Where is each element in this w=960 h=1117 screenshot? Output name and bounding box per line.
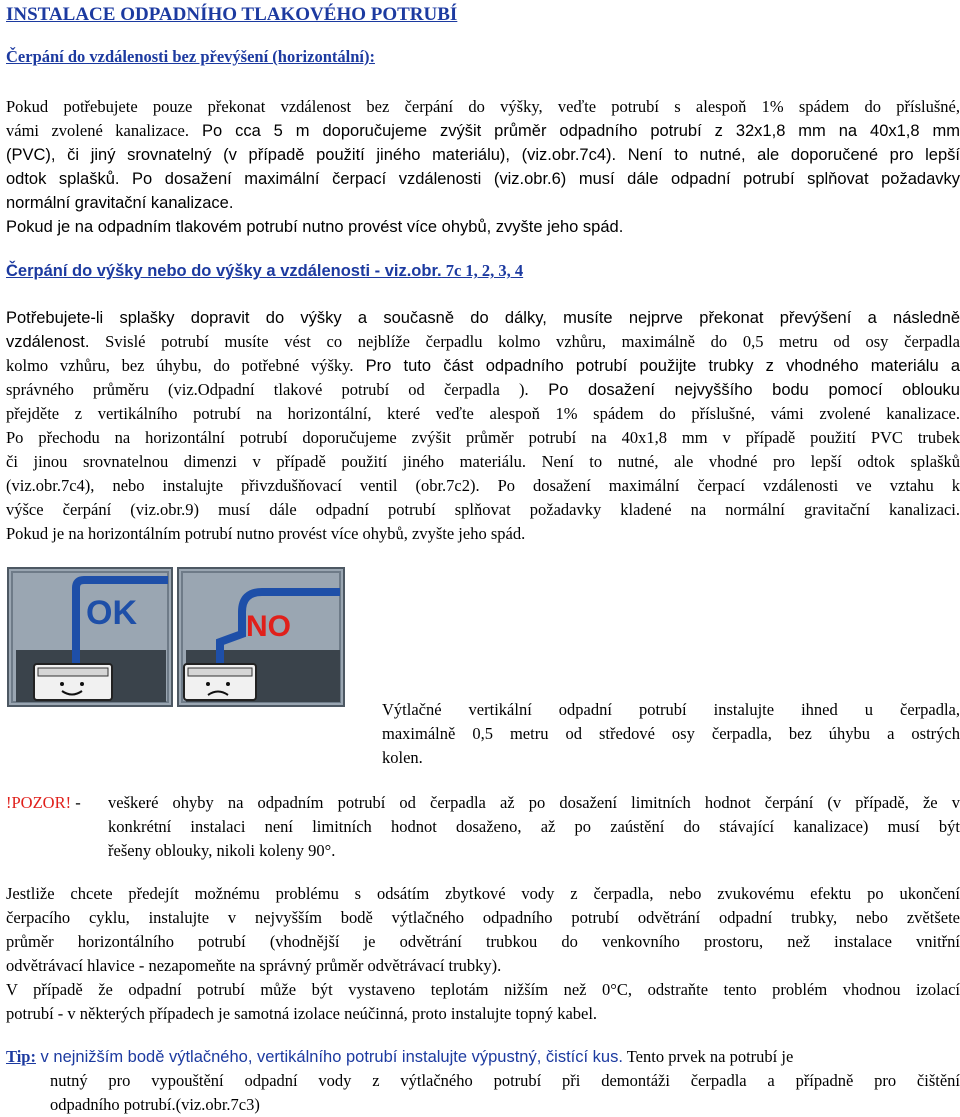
- text-span: (PVC), či jiný srovnatelný (v případě použití jiného materiálu), (viz.obr.7c4).: [6, 146, 617, 164]
- text-span: Odpadní tlakové potrubí od čerpadla: [197, 380, 500, 399]
- tip-line: odpadního potrubí.(viz.obr.7c3): [50, 1095, 260, 1114]
- text-span: kolmo vzhůru, bez úhybu, do potřebné výšky.: [6, 356, 354, 375]
- ok-pump-eye: [80, 682, 84, 686]
- text-span: Není to nutné, ale doporučené pro lepší: [616, 146, 960, 164]
- text-line: odtok splašků. Po dosažení maximální čerpací vzdálenosti (viz.obr.6) musí dále odpadní potrubí splňovat požadavky: [6, 170, 960, 188]
- text-line: normální gravitační kanalizace.: [6, 194, 234, 212]
- tip-label: Tip:: [6, 1047, 36, 1066]
- caption-line: maximálně 0,5 metru od středové osy čerpadla, bez úhybu a ostrých: [382, 724, 960, 743]
- figure-caption: [382, 698, 960, 770]
- warning-line: veškeré ohyby na odpadním potrubí od čerpadla až po dosažení limitních hodnot čerpání (v případě, že v: [108, 793, 960, 812]
- pump-figure: [6, 566, 346, 708]
- text-span: Po dosažení nejvyššího bodu pomocí oblouku: [528, 381, 960, 399]
- page-title: INSTALACE ODPADNÍHO TLAKOVÉHO POTRUBÍ: [6, 4, 458, 25]
- text-line: čerpacího cyklu, instalujte v nejvyšším bodě výtlačného odpadního potrubí odvětrání odpadní trubky, nebo zvětšete: [6, 908, 960, 927]
- text-span: ).: [499, 380, 529, 399]
- warning-dash: -: [71, 793, 81, 812]
- text-span: správného průměru (viz.: [6, 380, 198, 399]
- tip-blue-text: v nejnižším bodě výtlačného, vertikálního potrubí instalujte výpustný, čistící kus.: [35, 1048, 623, 1066]
- text-line: potrubí - v některých případech je samotná izolace neúčinná, proto instalujte topný kabel.: [6, 1004, 598, 1023]
- no-pump-eye: [206, 682, 210, 686]
- pump-illustration: [6, 566, 346, 708]
- text-span: Pro tuto část odpadního potrubí použijte trubky z vhodného materiálu a: [353, 357, 960, 375]
- text-line: V případě že odpadní potrubí může být vystaveno teplotám nižším než 0°C, odstraňte tento problém vhodnou izolací: [6, 980, 960, 999]
- tip-line: [6, 1045, 960, 1069]
- text-span: Svislé potrubí musíte vést co nejblíže čerpadlu kolmo vzhůru, maximálně do 0,5 metru od osy čerpadla: [89, 332, 960, 351]
- text-span: vámi zvolené kanalizace.: [6, 121, 189, 140]
- text-line: Potřebujete-li splašky dopravit do výšky a současně do dálky, musíte nejprve překonat převýšení a následně: [6, 309, 960, 327]
- text-line: [6, 143, 960, 167]
- tip-continuation: [50, 1069, 960, 1117]
- text-line: přejděte z vertikálního potrubí na horizontální, které veďte alespoň 1% spádem do příslušné, vámi zvolené kanalizace.: [6, 404, 960, 423]
- text-line: Pokud potřebujete pouze překonat vzdálenost bez čerpání do výšky, veďte potrubí s alespoň 1% spádem do příslušné,: [6, 97, 960, 116]
- heading-part: 7c 1, 2, 3, 4: [441, 261, 524, 280]
- text-line: Pokud je na odpadním tlakovém potrubí nutno provést více ohybů, zvyšte jeho spád.: [6, 218, 624, 236]
- text-line: výšce čerpání (viz.obr.9) musí dále odpadní potrubí splňovat požadavky kladené na normální gravitační kanalizaci.: [6, 500, 960, 519]
- section-heading-horizontal: Čerpání do vzdálenosti bez převýšení (horizontální):: [6, 47, 375, 66]
- text-line: Pokud je na horizontálním potrubí nutno provést více ohybů, zvyšte jeho spád.: [6, 524, 526, 543]
- section-heading-vertical: [6, 261, 523, 281]
- text-span: vzdálenost.: [6, 333, 90, 351]
- tip-black-text: Tento prvek na potrubí je: [622, 1047, 794, 1066]
- paragraph-ventilation: [6, 882, 960, 1026]
- heading-part: Čerpání do výšky nebo do výšky a vzdálenosti - viz.obr.: [6, 262, 442, 280]
- text-line: [6, 354, 960, 378]
- text-line: průměr horizontálního potrubí (vhodnější je odvětrání trubkou do venkovního prostoru, než instalace vnitřní: [6, 932, 960, 951]
- text-line: [6, 378, 960, 402]
- ok-pump-top: [38, 668, 108, 676]
- paragraph-horizontal: [6, 95, 960, 239]
- text-line: odvětrávací hlavice - nezapomeňte na správný průměr odvětrávací trubky).: [6, 956, 502, 975]
- text-line: Jestliže chcete předejít možnému problému s odsátím zbytkové vody z čerpadla, nebo zvukovému efektu po ukončení: [6, 884, 960, 903]
- warning-line: řešeny oblouky, nikoli koleny 90°.: [108, 841, 336, 860]
- text-span: Po cca 5 m doporučujeme zvýšit průměr odpadního potrubí z 32x1,8 mm na 40x1,8 mm: [189, 122, 960, 140]
- warning-label: !POZOR!: [6, 793, 72, 812]
- tip-line: nutný pro vypouštění odpadní vody z výtlačného potrubí při demontáži čerpadla a případně pro čištění: [50, 1071, 960, 1090]
- warning-label-row: [6, 791, 81, 815]
- ok-pump-eye: [60, 682, 64, 686]
- caption-line: Výtlačné vertikální odpadní potrubí instalujte ihned u čerpadla,: [382, 700, 960, 719]
- no-label: NO: [246, 610, 291, 643]
- no-pump-top: [188, 668, 252, 676]
- caption-line: kolen.: [382, 748, 423, 767]
- warning-line: konkrétní instalaci není limitních hodnot dosaženo, až po zaústění do stávající kanalizace) musí být: [108, 817, 960, 836]
- text-line: [6, 119, 960, 143]
- paragraph-vertical: [6, 306, 960, 546]
- text-line: [6, 330, 960, 354]
- text-line: Po přechodu na horizontální potrubí doporučujeme zvýšit průměr potrubí na 40x1,8 mm v případě použití PVC trubek: [6, 428, 960, 447]
- ok-label: OK: [86, 594, 137, 632]
- text-line: či jinou srovnatelnou dimenzi v případě použití jiného materiálu. Není to nutné, ale vhodné pro lepší odtok splašků: [6, 452, 960, 471]
- tip-paragraph: [6, 1045, 960, 1069]
- text-line: (viz.obr.7c4), nebo instalujte přivzdušňovací ventil (obr.7c2). Po dosažení maximální čerpací vzdálenosti ve vztahu k: [6, 476, 960, 495]
- warning-text: [108, 791, 960, 863]
- no-pump-eye: [226, 682, 230, 686]
